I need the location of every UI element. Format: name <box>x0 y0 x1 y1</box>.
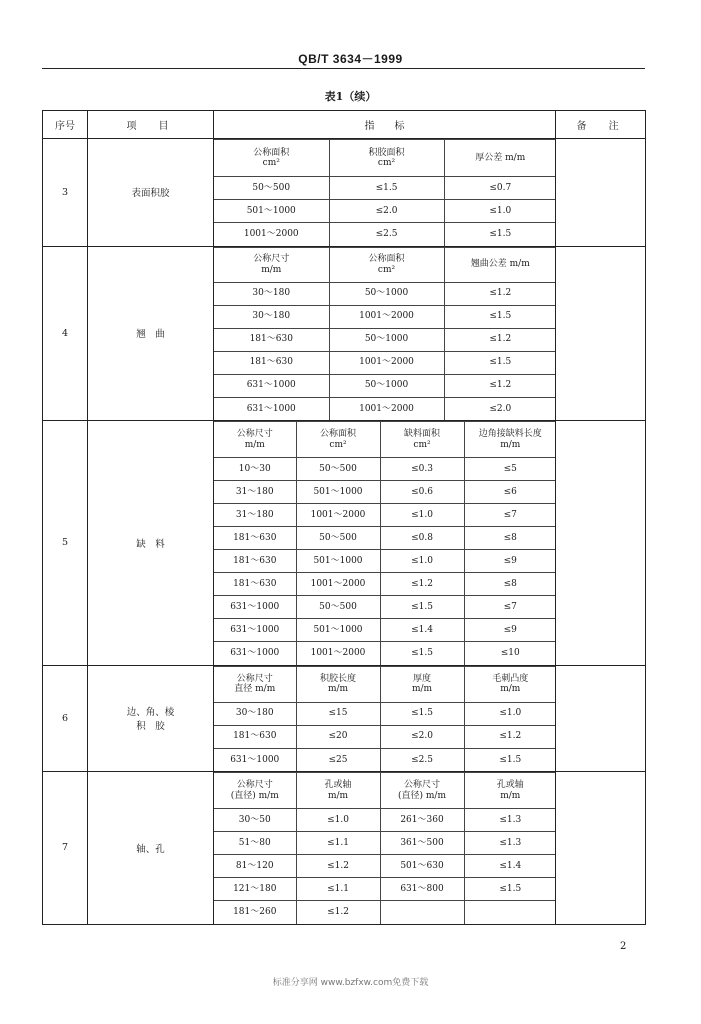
sub-data-cell: 1001～2000 <box>214 223 329 246</box>
sub-data-cell: ≤2.5 <box>329 223 444 246</box>
sub-data-row <box>214 328 556 351</box>
sub-data-row <box>214 619 556 642</box>
sub-header-row <box>214 422 556 458</box>
sub-header-row <box>214 773 556 809</box>
sub-data-cell: ≤1.5 <box>444 223 556 246</box>
sub-header-cell: 积胶面积 cm² <box>329 140 444 177</box>
sub-data-cell: ≤1.5 <box>380 702 464 725</box>
sub-data-row <box>214 223 556 246</box>
sub-data-cell: 1001～2000 <box>329 305 444 328</box>
sub-data-cell: 121～180 <box>214 878 296 901</box>
sub-data-row <box>214 725 556 748</box>
sub-data-row <box>214 282 556 305</box>
sub-data-cell: 1001～2000 <box>296 642 380 665</box>
table-header-row <box>43 111 646 139</box>
sub-data-cell: 50～500 <box>214 177 329 200</box>
sub-data-cell: 51～80 <box>214 832 296 855</box>
sub-data-cell: 501～1000 <box>296 550 380 573</box>
spec-row <box>43 421 646 666</box>
sub-header-row <box>214 140 556 177</box>
sub-data-cell <box>464 901 556 924</box>
sub-data-cell: ≤1.5 <box>464 748 556 771</box>
sub-data-cell: ≤20 <box>296 725 380 748</box>
sub-data-cell: ≤2.5 <box>380 748 464 771</box>
row-note <box>556 246 646 421</box>
sub-data-cell: 31～180 <box>214 481 296 504</box>
sub-table <box>214 139 556 246</box>
sub-data-cell: ≤9 <box>464 550 556 573</box>
sub-data-cell: 50～1000 <box>329 328 444 351</box>
spec-row <box>43 139 646 247</box>
sub-data-cell: ≤0.6 <box>380 481 464 504</box>
sub-data-cell: 1001～2000 <box>296 504 380 527</box>
sub-data-row <box>214 642 556 665</box>
sub-header-cell: 厚度 m/m <box>380 666 464 702</box>
sub-data-cell: ≤0.3 <box>380 458 464 481</box>
row-item: 翘 曲 <box>88 246 214 421</box>
sub-data-cell: 50～500 <box>296 458 380 481</box>
row-spec <box>214 772 556 925</box>
sub-data-cell: 81～120 <box>214 855 296 878</box>
sub-data-cell: 181～630 <box>214 351 329 374</box>
sub-data-row <box>214 397 556 420</box>
sub-data-cell: ≤1.3 <box>464 832 556 855</box>
row-seq: 7 <box>43 772 88 925</box>
sub-data-row <box>214 596 556 619</box>
sub-data-cell: 50～1000 <box>329 282 444 305</box>
sub-data-row <box>214 855 556 878</box>
sub-data-cell: 31～180 <box>214 504 296 527</box>
sub-data-cell: ≤1.2 <box>296 855 380 878</box>
sub-data-cell: 361～500 <box>380 832 464 855</box>
watermark: 标准分享网 www.bzfxw.com免费下载 <box>272 978 429 988</box>
row-item: 轴、孔 <box>88 772 214 925</box>
sub-data-cell: ≤9 <box>464 619 556 642</box>
sub-data-cell: 631～1000 <box>214 397 329 420</box>
sub-data-cell: ≤1.0 <box>380 504 464 527</box>
row-note <box>556 139 646 247</box>
sub-header-cell: 厚公差 m/m <box>444 140 556 177</box>
sub-data-cell: ≤1.5 <box>444 305 556 328</box>
row-item: 边、角、棱 积 胶 <box>88 665 214 772</box>
row-spec <box>214 246 556 421</box>
row-seq: 6 <box>43 665 88 772</box>
sub-data-cell: ≤1.5 <box>329 177 444 200</box>
sub-data-cell: ≤0.8 <box>380 527 464 550</box>
sub-data-row <box>214 481 556 504</box>
row-seq: 4 <box>43 246 88 421</box>
sub-data-cell: 501～1000 <box>296 619 380 642</box>
sub-data-cell: ≤1.0 <box>296 809 380 832</box>
sub-header-cell: 公称尺寸 (直径) m/m <box>214 773 296 809</box>
sub-data-cell: ≤1.2 <box>444 328 556 351</box>
sub-data-cell: 181～630 <box>214 725 296 748</box>
sub-data-cell: ≤25 <box>296 748 380 771</box>
sub-data-cell: 261～360 <box>380 809 464 832</box>
col-seq-header: 序号 <box>43 111 88 139</box>
sub-data-cell: ≤1.5 <box>380 596 464 619</box>
sub-data-row <box>214 200 556 223</box>
sub-data-cell: ≤2.0 <box>444 397 556 420</box>
sub-data-cell: ≤7 <box>464 504 556 527</box>
sub-data-row <box>214 748 556 771</box>
sub-header-cell: 公称面积 cm² <box>214 140 329 177</box>
sub-data-cell: 1001～2000 <box>296 573 380 596</box>
spec-row <box>43 772 646 925</box>
sub-data-row <box>214 458 556 481</box>
sub-data-cell: ≤1.0 <box>444 200 556 223</box>
sub-header-row <box>214 247 556 282</box>
sub-data-row <box>214 177 556 200</box>
row-note <box>556 665 646 772</box>
sub-data-cell: 50～1000 <box>329 374 444 397</box>
sub-data-cell: ≤8 <box>464 573 556 596</box>
sub-data-cell: 10～30 <box>214 458 296 481</box>
sub-header-cell: 公称面积 cm² <box>329 247 444 282</box>
col-note-header: 备 注 <box>556 111 646 139</box>
sub-table <box>214 666 556 772</box>
sub-data-cell: ≤2.0 <box>329 200 444 223</box>
sub-data-cell: 181～630 <box>214 527 296 550</box>
sub-data-cell: 631～800 <box>380 878 464 901</box>
spec-row <box>43 665 646 772</box>
header-rule <box>42 68 645 69</box>
sub-data-cell: ≤1.2 <box>380 573 464 596</box>
sub-data-cell: 30～180 <box>214 282 329 305</box>
row-item: 缺 料 <box>88 421 214 666</box>
row-spec <box>214 421 556 666</box>
sub-header-cell: 积胶长度 m/m <box>296 666 380 702</box>
sub-header-cell: 翘曲公差 m/m <box>444 247 556 282</box>
row-item: 表面积胶 <box>88 139 214 247</box>
sub-data-cell: ≤10 <box>464 642 556 665</box>
sub-header-cell: 公称面积 cm² <box>296 422 380 458</box>
sub-data-row <box>214 374 556 397</box>
sub-data-cell: 181～630 <box>214 328 329 351</box>
spec-row <box>43 246 646 421</box>
sub-data-cell: ≤1.2 <box>444 282 556 305</box>
sub-data-cell: 181～630 <box>214 573 296 596</box>
sub-data-cell: 30～50 <box>214 809 296 832</box>
sub-data-cell <box>380 901 464 924</box>
sub-data-cell: ≤1.4 <box>464 855 556 878</box>
sub-data-cell: 30～180 <box>214 305 329 328</box>
sub-data-cell: 631～1000 <box>214 642 296 665</box>
sub-data-cell: 1001～2000 <box>329 351 444 374</box>
sub-data-cell: 50～500 <box>296 596 380 619</box>
sub-data-cell: ≤5 <box>464 458 556 481</box>
sub-data-cell: ≤1.0 <box>380 550 464 573</box>
sub-data-cell: 631～1000 <box>214 596 296 619</box>
row-note <box>556 772 646 925</box>
sub-data-cell: ≤6 <box>464 481 556 504</box>
sub-data-row <box>214 504 556 527</box>
sub-data-cell: 50～500 <box>296 527 380 550</box>
sub-data-cell: ≤1.0 <box>464 702 556 725</box>
sub-data-cell: 1001～2000 <box>329 397 444 420</box>
sub-data-cell: ≤8 <box>464 527 556 550</box>
sub-data-row <box>214 878 556 901</box>
sub-data-row <box>214 351 556 374</box>
sub-data-cell: ≤1.5 <box>464 878 556 901</box>
col-item-header: 项 目 <box>88 111 214 139</box>
page-number: 2 <box>620 941 627 952</box>
sub-data-cell: ≤1.1 <box>296 832 380 855</box>
sub-header-cell: 公称尺寸 (直径) m/m <box>380 773 464 809</box>
row-spec <box>214 665 556 772</box>
sub-data-cell: ≤1.2 <box>296 901 380 924</box>
sub-header-row <box>214 666 556 702</box>
spec-table <box>42 110 646 925</box>
sub-data-cell: 501～1000 <box>296 481 380 504</box>
sub-data-cell: ≤2.0 <box>380 725 464 748</box>
col-spec-header: 指 标 <box>214 111 556 139</box>
sub-data-cell: 181～630 <box>214 550 296 573</box>
sub-data-row <box>214 305 556 328</box>
sub-data-cell: 631～1000 <box>214 748 296 771</box>
sub-data-cell: 631～1000 <box>214 619 296 642</box>
sub-data-cell: 501～630 <box>380 855 464 878</box>
sub-data-row <box>214 832 556 855</box>
sub-data-cell: 631～1000 <box>214 374 329 397</box>
table-caption: 表1（续） <box>324 90 377 103</box>
sub-data-row <box>214 809 556 832</box>
sub-table <box>214 247 556 421</box>
sub-data-cell: ≤7 <box>464 596 556 619</box>
sub-table <box>214 421 556 665</box>
sub-data-cell: ≤0.7 <box>444 177 556 200</box>
sub-header-cell: 孔或轴 m/m <box>296 773 380 809</box>
sub-data-cell: ≤15 <box>296 702 380 725</box>
sub-header-cell: 公称尺寸 m/m <box>214 422 296 458</box>
sub-data-cell: ≤1.5 <box>380 642 464 665</box>
sub-header-cell: 孔或轴 m/m <box>464 773 556 809</box>
standard-number: QB/T 3634－1999 <box>298 52 403 66</box>
sub-data-cell: ≤1.2 <box>444 374 556 397</box>
sub-header-cell: 缺料面积 cm² <box>380 422 464 458</box>
sub-data-row <box>214 901 556 924</box>
sub-header-cell: 毛刺凸度 m/m <box>464 666 556 702</box>
sub-data-cell: ≤1.3 <box>464 809 556 832</box>
sub-data-row <box>214 550 556 573</box>
sub-data-cell: ≤1.2 <box>464 725 556 748</box>
sub-header-cell: 边角接缺料长度 m/m <box>464 422 556 458</box>
sub-header-cell: 公称尺寸 直径 m/m <box>214 666 296 702</box>
sub-data-cell: ≤1.5 <box>444 351 556 374</box>
row-spec <box>214 139 556 247</box>
sub-table <box>214 772 556 924</box>
row-seq: 5 <box>43 421 88 666</box>
row-seq: 3 <box>43 139 88 247</box>
sub-header-cell: 公称尺寸 m/m <box>214 247 329 282</box>
sub-data-row <box>214 573 556 596</box>
sub-data-cell: 30～180 <box>214 702 296 725</box>
sub-data-row <box>214 702 556 725</box>
sub-data-cell: 501～1000 <box>214 200 329 223</box>
sub-data-cell: ≤1.4 <box>380 619 464 642</box>
sub-data-cell: 181～260 <box>214 901 296 924</box>
sub-data-cell: ≤1.1 <box>296 878 380 901</box>
row-note <box>556 421 646 666</box>
sub-data-row <box>214 527 556 550</box>
